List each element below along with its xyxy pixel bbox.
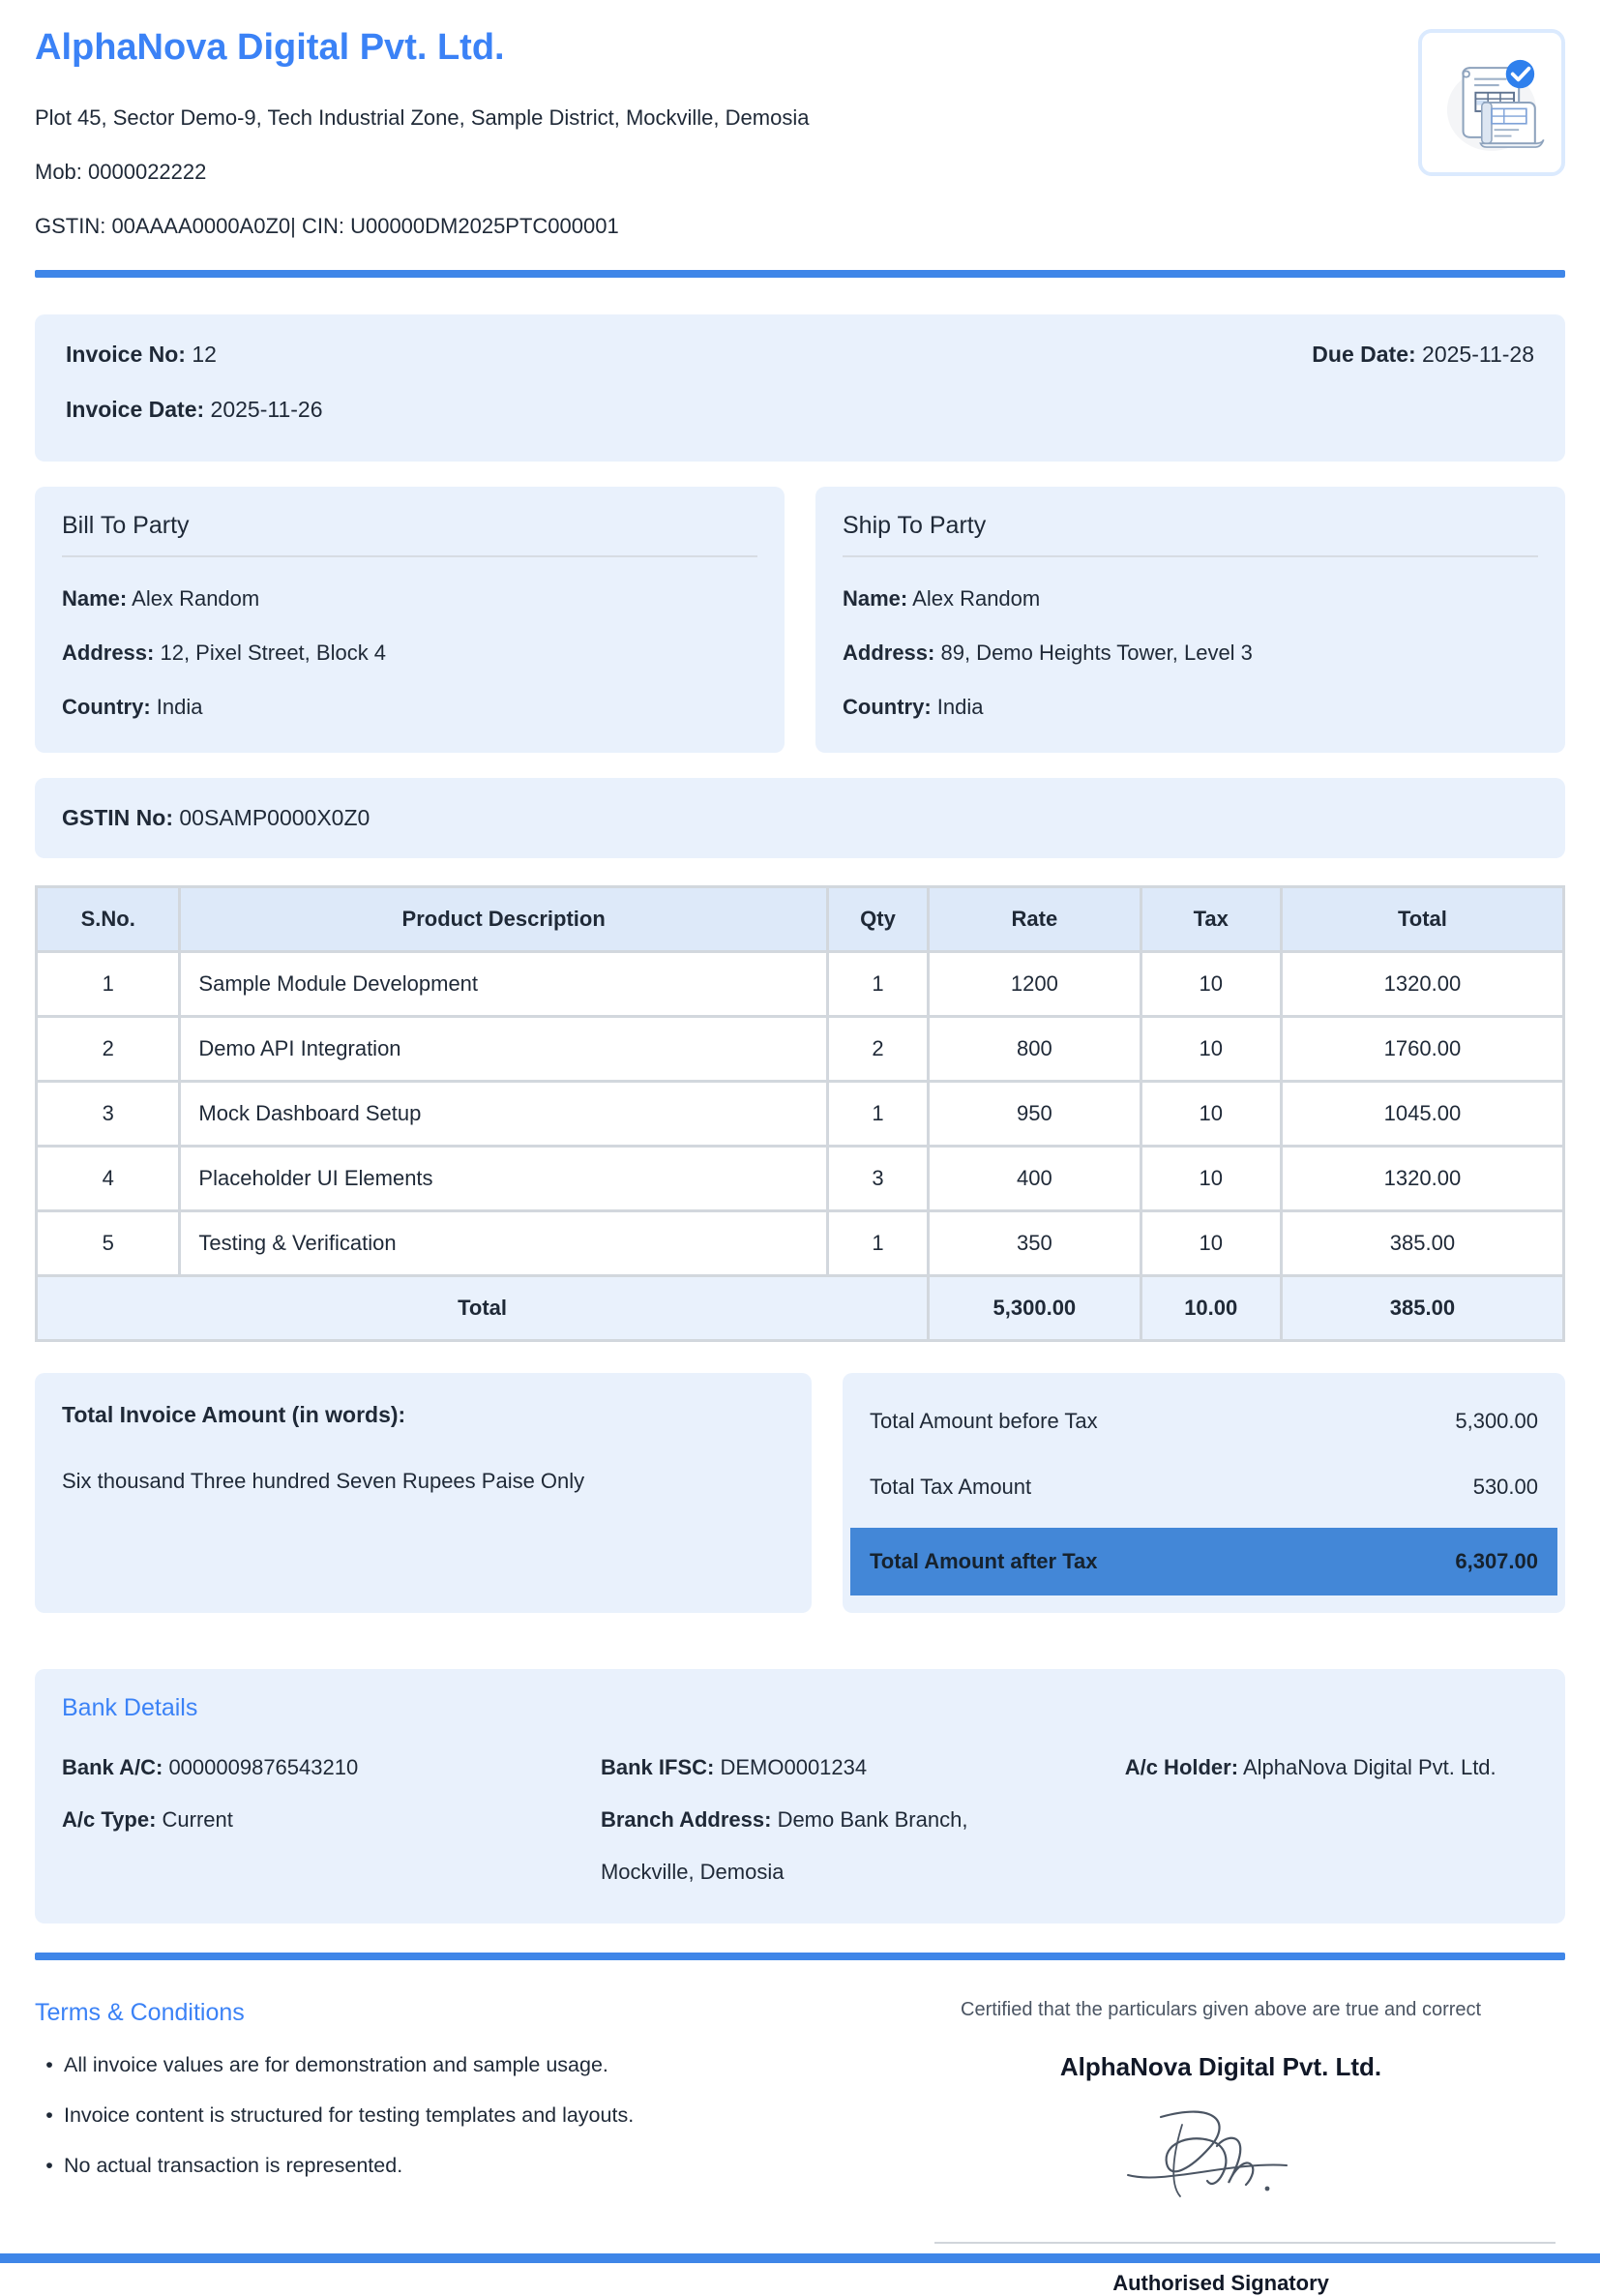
bullet-icon: • (45, 2053, 53, 2076)
ship-to-name-label: Name: (843, 586, 908, 611)
col-header-total: Total (1281, 887, 1563, 952)
cell-sno: 5 (37, 1211, 180, 1276)
header (35, 27, 1565, 239)
invoice-number-value: 12 (192, 342, 217, 367)
cell-sno: 3 (37, 1082, 180, 1147)
bill-to-country-value: India (156, 695, 203, 719)
cell-description: Sample Module Development (180, 952, 828, 1017)
ship-to-country-label: Country: (843, 695, 932, 719)
company-logo (1418, 29, 1565, 176)
company-address: Plot 45, Sector Demo-9, Tech Industrial Zone, Sample District, Mockville, Demosia (35, 105, 810, 130)
term-text: All invoice values are for demonstration and sample usage. (64, 2053, 608, 2076)
cell-rate: 400 (929, 1147, 1141, 1211)
ship-to-name (843, 586, 1538, 611)
signature-column (876, 1999, 1565, 2296)
cell-total: 385.00 (1281, 1211, 1563, 1276)
signature-icon (1124, 2088, 1318, 2233)
table-row (37, 1082, 1564, 1147)
cell-description: Demo API Integration (180, 1017, 828, 1082)
company-mobile: Mob: 0000022222 (35, 160, 207, 184)
cell-tax: 10 (1141, 1211, 1281, 1276)
invoice-date (66, 397, 323, 423)
total-tax-label: Total Tax Amount (870, 1475, 1032, 1499)
ship-to-box (815, 487, 1565, 753)
ship-to-name-value: Alex Random (912, 586, 1041, 611)
ship-to-address-value: 89, Demo Heights Tower, Level 3 (940, 641, 1253, 665)
ship-to-address (843, 641, 1538, 666)
total-tax-value: 530.00 (1472, 1475, 1538, 1499)
cell-total: 1760.00 (1281, 1017, 1563, 1082)
table-row (37, 1211, 1564, 1276)
account-type-label: A/c Type: (62, 1807, 157, 1832)
term-text: No actual transaction is represented. (64, 2154, 403, 2177)
cell-sno: 1 (37, 952, 180, 1017)
total-before-tax-row (843, 1388, 1565, 1454)
total-tax-row (843, 1454, 1565, 1520)
check-icon (1506, 60, 1534, 88)
table-row (37, 1017, 1564, 1082)
cell-rate: 350 (929, 1211, 1141, 1276)
cell-rate: 950 (929, 1082, 1141, 1147)
cell-qty: 3 (827, 1147, 928, 1211)
cell-qty: 2 (827, 1017, 928, 1082)
bank-ifsc-value: DEMO0001234 (720, 1755, 868, 1779)
bullet-icon: • (45, 2103, 53, 2127)
parties-section (35, 487, 1565, 753)
total-after-tax-label: Total Amount after Tax (870, 1549, 1098, 1573)
bill-to-divider (62, 555, 757, 557)
ship-to-country-value: India (936, 695, 984, 719)
items-table (35, 885, 1565, 1342)
cell-rate: 1200 (929, 952, 1141, 1017)
cell-description: Testing & Verification (180, 1211, 828, 1276)
invoice-number-label: Invoice No: (66, 342, 186, 367)
bank-details-title: Bank Details (62, 1694, 198, 1721)
cell-qty: 1 (827, 1211, 928, 1276)
certified-text: Certified that the particulars given above are true and correct (961, 1999, 1482, 2020)
account-holder-label: A/c Holder: (1124, 1755, 1239, 1779)
table-total-row (37, 1276, 1564, 1341)
cell-rate: 800 (929, 1017, 1141, 1082)
account-holder-cell (1125, 1755, 1538, 1885)
total-row-total: 385.00 (1281, 1276, 1563, 1341)
branch-address-line1: Demo Bank Branch, (777, 1807, 968, 1832)
due-date (1312, 342, 1534, 423)
branch-address-label: Branch Address: (600, 1807, 772, 1832)
terms-column (35, 1999, 876, 2296)
gstin-label: GSTIN No: (62, 805, 173, 830)
invoice-date-label: Invoice Date: (66, 397, 205, 422)
cell-description: Placeholder UI Elements (180, 1147, 828, 1211)
col-header-rate: Rate (929, 887, 1141, 952)
header-divider (35, 270, 1565, 278)
footer-section (35, 1999, 1565, 2296)
cell-tax: 10 (1141, 952, 1281, 1017)
invoice-meta-left (66, 342, 323, 423)
bank-account-cell (62, 1755, 601, 1885)
total-row-label: Total (37, 1276, 929, 1341)
col-header-qty: Qty (827, 887, 928, 952)
authorised-signatory-label: Authorised Signatory (1112, 2271, 1329, 2295)
cell-qty: 1 (827, 952, 928, 1017)
cell-total: 1045.00 (1281, 1082, 1563, 1147)
col-header-sno: S.No. (37, 887, 180, 952)
ship-to-country (843, 695, 1538, 720)
total-row-tax: 10.00 (1141, 1276, 1281, 1341)
bank-ifsc-label: Bank IFSC: (600, 1755, 715, 1779)
total-after-tax-value: 6,307.00 (1455, 1549, 1538, 1573)
amount-in-words-text: Six thousand Three hundred Seven Rupees Paise Only (62, 1469, 585, 1493)
amount-in-words-label: Total Invoice Amount (in words): (62, 1402, 406, 1427)
summary-section (35, 1373, 1565, 1613)
page-bottom-bar (0, 2253, 1600, 2263)
ship-to-title: Ship To Party (843, 512, 987, 539)
company-registration: GSTIN: 00AAAA0000A0Z0| CIN: U00000DM2025PTC000001 (35, 214, 619, 238)
cell-description: Mock Dashboard Setup (180, 1082, 828, 1147)
term-text: Invoice content is structured for testing templates and layouts. (64, 2103, 635, 2127)
invoice-date-value: 2025-11-26 (210, 397, 323, 422)
total-before-tax-label: Total Amount before Tax (870, 1409, 1098, 1433)
account-type-value: Current (162, 1807, 233, 1832)
cell-tax: 10 (1141, 1147, 1281, 1211)
bank-details-box (35, 1669, 1565, 1923)
terms-title: Terms & Conditions (35, 1999, 245, 2026)
ship-to-divider (843, 555, 1538, 557)
total-before-tax-value: 5,300.00 (1455, 1409, 1538, 1433)
col-header-description: Product Description (180, 887, 828, 952)
invoice-document-icon (1430, 41, 1554, 164)
cell-total: 1320.00 (1281, 1147, 1563, 1211)
signature-image (876, 2088, 1565, 2238)
account-holder-value: AlphaNova Digital Pvt. Ltd. (1242, 1755, 1496, 1779)
bill-to-address (62, 641, 757, 666)
branch-address-line2: Mockville, Demosia (600, 1860, 785, 1884)
cell-sno: 2 (37, 1017, 180, 1082)
signatory-company-name: AlphaNova Digital Pvt. Ltd. (1059, 2052, 1382, 2081)
footer-divider (35, 1953, 1565, 1960)
bank-details-grid (62, 1755, 1538, 1885)
bill-to-box (35, 487, 785, 753)
signature-line (934, 2242, 1556, 2244)
bill-to-name-value: Alex Random (132, 586, 260, 611)
bill-to-name (62, 586, 757, 611)
cell-tax: 10 (1141, 1082, 1281, 1147)
list-item (35, 2154, 876, 2178)
bullet-icon: • (45, 2154, 53, 2177)
invoice-meta-panel (35, 314, 1565, 462)
cell-total: 1320.00 (1281, 952, 1563, 1017)
table-row (37, 1147, 1564, 1211)
total-row-rate: 5,300.00 (929, 1276, 1141, 1341)
due-date-value: 2025-11-28 (1422, 342, 1534, 367)
cell-tax: 10 (1141, 1017, 1281, 1082)
bank-account-value: 0000009876543210 (168, 1755, 359, 1779)
cell-sno: 4 (37, 1147, 180, 1211)
bill-to-title: Bill To Party (62, 512, 190, 539)
totals-box (843, 1373, 1565, 1613)
header-text (35, 27, 809, 239)
due-date-label: Due Date: (1312, 342, 1416, 367)
bill-to-address-value: 12, Pixel Street, Block 4 (160, 641, 387, 665)
cell-qty: 1 (827, 1082, 928, 1147)
ship-to-address-label: Address: (843, 641, 935, 665)
bank-ifsc-cell (601, 1755, 1125, 1885)
total-after-tax-row (850, 1528, 1557, 1595)
bank-account-label: Bank A/C: (62, 1755, 163, 1779)
list-item (35, 2103, 876, 2128)
bill-to-country (62, 695, 757, 720)
gstin-box (35, 778, 1565, 858)
bill-to-address-label: Address: (62, 641, 155, 665)
invoice-number (66, 342, 323, 368)
items-table-header (37, 887, 1564, 952)
gstin-value: 00SAMP0000X0Z0 (179, 805, 370, 830)
bill-to-name-label: Name: (62, 586, 128, 611)
bill-to-country-label: Country: (62, 695, 151, 719)
col-header-tax: Tax (1141, 887, 1281, 952)
company-name: AlphaNova Digital Pvt. Ltd. (35, 27, 505, 68)
list-item (35, 2053, 876, 2077)
table-row (37, 952, 1564, 1017)
amount-in-words-box (35, 1373, 812, 1613)
